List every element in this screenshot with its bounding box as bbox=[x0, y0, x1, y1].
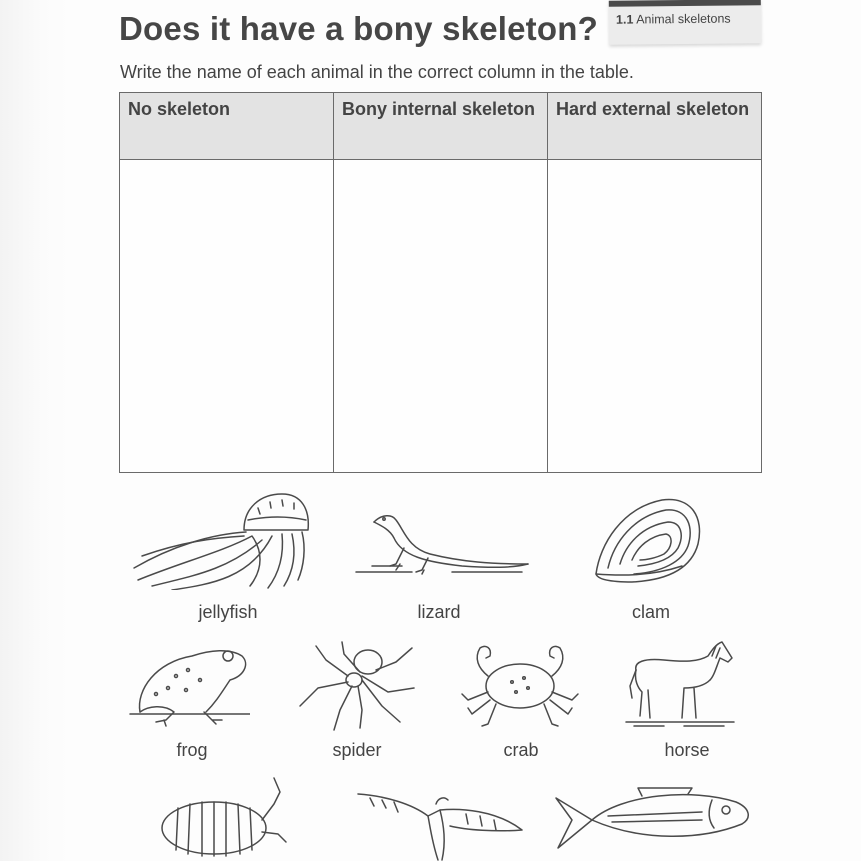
crab-illustration bbox=[458, 642, 582, 732]
answer-cell-bony-internal[interactable] bbox=[334, 160, 548, 473]
woodlouse-illustration bbox=[158, 774, 288, 861]
bird-illustration bbox=[356, 786, 524, 861]
section-label: Animal skeletons bbox=[636, 11, 731, 27]
section-number: 1.1 bbox=[615, 12, 634, 27]
frog-illustration bbox=[126, 642, 250, 728]
column-header-bony-internal: Bony internal skeleton bbox=[334, 93, 548, 160]
spider-illustration bbox=[296, 640, 420, 732]
lizard-illustration bbox=[352, 508, 532, 578]
answer-cell-hard-external[interactable] bbox=[548, 160, 762, 473]
label-crab: crab bbox=[503, 740, 539, 760]
sorting-table bbox=[119, 92, 762, 473]
answer-cell-no-skeleton[interactable] bbox=[120, 160, 334, 473]
fish-illustration bbox=[552, 784, 752, 854]
label-spider: spider bbox=[332, 740, 382, 760]
label-lizard: lizard bbox=[417, 602, 461, 622]
page-title: Does it have a bony skeleton? bbox=[119, 10, 598, 47]
label-horse: horse bbox=[664, 740, 710, 760]
instruction-text: Write the name of each animal in the correct column in the table. bbox=[120, 62, 634, 82]
horse-illustration bbox=[624, 640, 736, 732]
section-tag bbox=[609, 0, 761, 45]
column-header-hard-external: Hard external skeleton bbox=[548, 93, 762, 160]
jellyfish-illustration bbox=[132, 490, 312, 590]
page-binding-edge bbox=[0, 0, 70, 861]
clam-illustration bbox=[592, 494, 706, 584]
column-header-no-skeleton: No skeleton bbox=[120, 93, 334, 160]
label-frog: frog bbox=[176, 740, 208, 760]
label-clam: clam bbox=[631, 602, 671, 622]
label-jellyfish: jellyfish bbox=[198, 602, 258, 622]
section-tag-bar bbox=[609, 0, 761, 7]
